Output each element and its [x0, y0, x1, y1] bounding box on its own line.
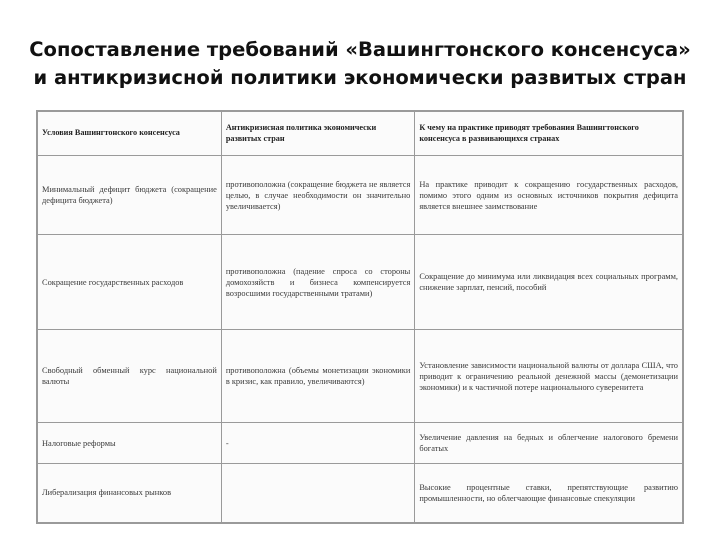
crisis-policy-cell: противоположна (объемы монетизации экономики в кризис, как правило, увеличиваются): [221, 330, 415, 423]
practice-cell: Увеличение давления на бедных и облегчение налогового бремени богатых: [415, 423, 683, 463]
condition-cell: Сокращение государственных расходов: [38, 234, 222, 329]
slide-title: [0, 36, 720, 92]
practice-cell: Сокращение до минимума или ликвидация всех социальных программ, снижение зарплат, пенсий, пособий: [415, 234, 683, 329]
title-line-1: Сопоставление требований «Вашингтонского консенсуса»: [29, 38, 691, 61]
comparison-table-container: [36, 110, 684, 524]
table-row: [38, 423, 683, 463]
comparison-table: [37, 111, 683, 523]
crisis-policy-cell: противоположна (сокращение бюджета не является целью, в случае необходимости он значительно увеличивается): [221, 156, 415, 234]
table-header-row: [38, 112, 683, 156]
condition-cell: Свободный обменный курс национальной валюты: [38, 330, 222, 423]
header-crisis-policy: Антикризисная политика экономически развитых стран: [221, 112, 415, 156]
header-practice: К чему на практике приводят требования Вашингтонского консенсуса в развивающихся странах: [415, 112, 683, 156]
table-row: [38, 234, 683, 329]
table-row: [38, 463, 683, 522]
condition-cell: Налоговые реформы: [38, 423, 222, 463]
practice-cell: Установление зависимости национальной валюты от доллара США, что приводит к ограничению реальной денежной массы (демонетизации экономики) и к частичной потере национального суверенитета: [415, 330, 683, 423]
practice-cell: Высокие процентные ставки, препятствующие развитию промышленности, но облегчающие финансовые спекуляции: [415, 463, 683, 522]
practice-cell: На практике приводит к сокращению государственных расходов, помимо этого одним из основных источников покрытия дефицита является внешнее заимствование: [415, 156, 683, 234]
header-conditions: Условия Вашингтонского консенсуса: [38, 112, 222, 156]
crisis-policy-cell: [221, 463, 415, 522]
condition-cell: Минимальный дефицит бюджета (сокращение дефицита бюджета): [38, 156, 222, 234]
table-row: [38, 330, 683, 423]
title-line-2: и антикризисной политики экономически развитых стран: [33, 66, 687, 89]
table-row: [38, 156, 683, 234]
crisis-policy-cell: -: [221, 423, 415, 463]
crisis-policy-cell: противоположна (падение спроса со стороны домохозяйств и бизнеса компенсируется возросшими государственными тратами): [221, 234, 415, 329]
condition-cell: Либерализация финансовых рынков: [38, 463, 222, 522]
